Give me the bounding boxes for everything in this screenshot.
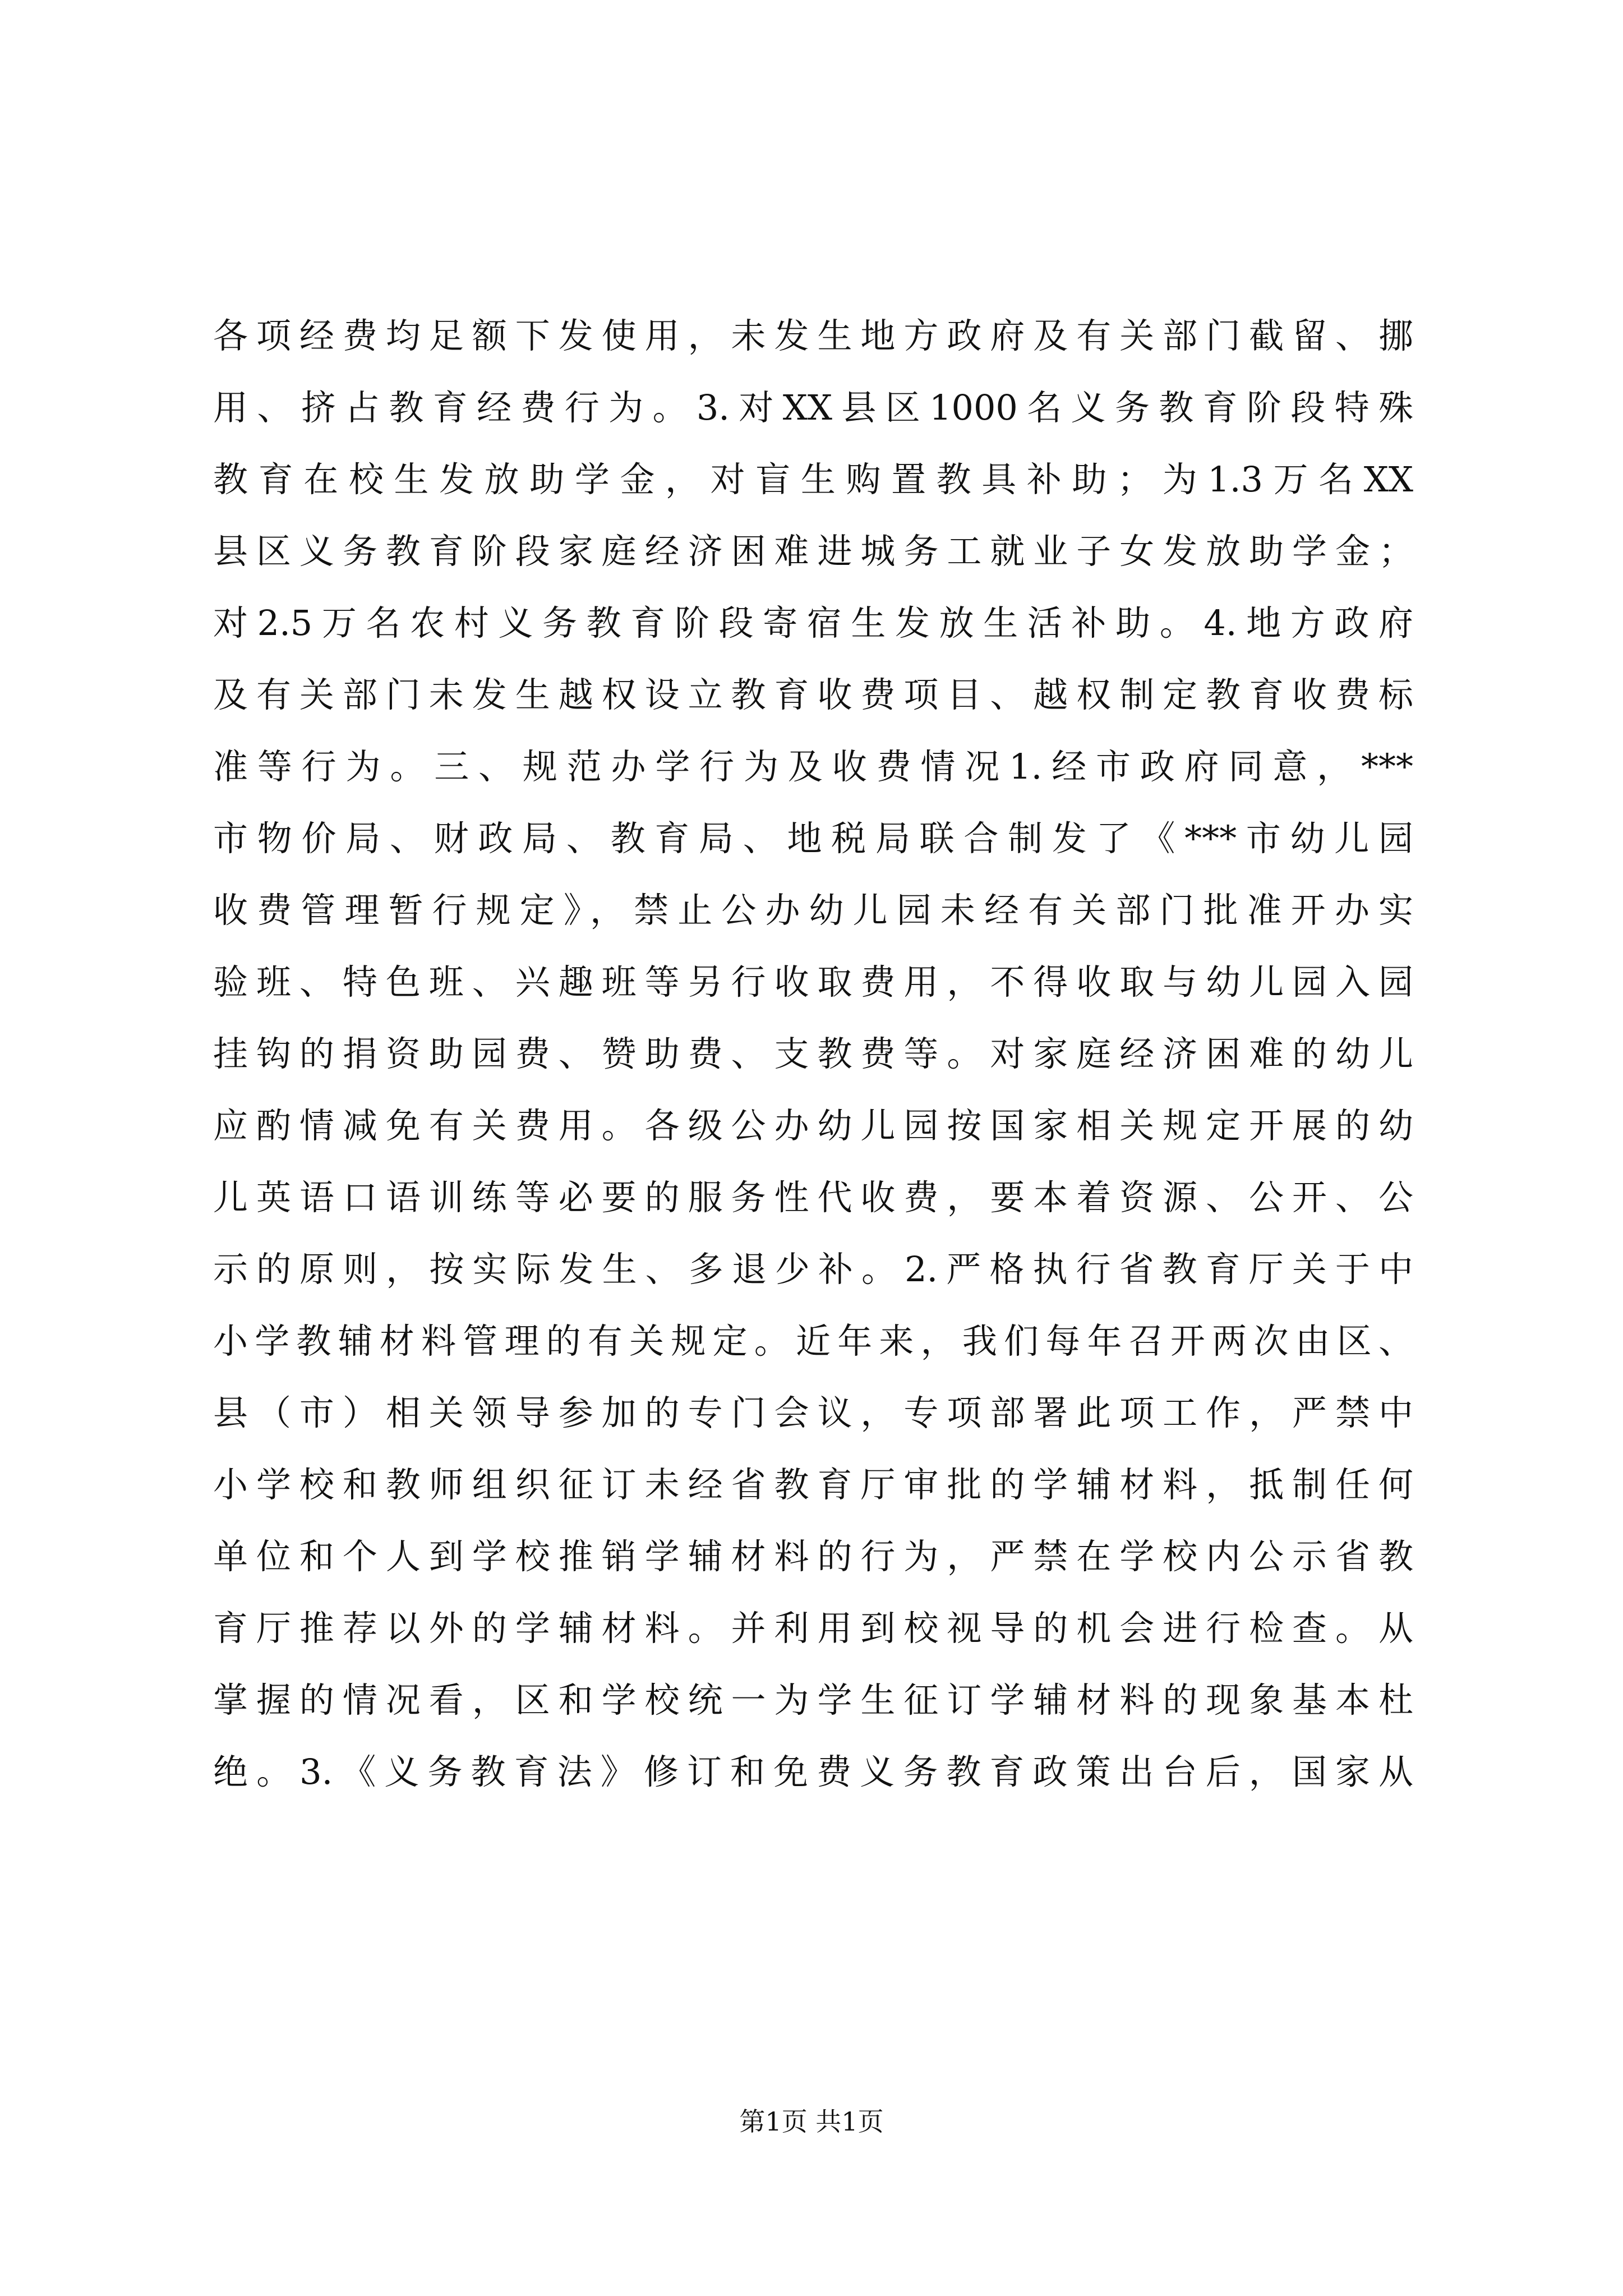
text-line: 验班、特色班、兴趣班等另行收取费用，不得收取与幼儿园入园 <box>213 961 1413 1002</box>
text-line: 县区义务教育阶段家庭经济困难进城务工就业子女发放助学金； <box>213 531 1413 572</box>
text-line: 绝。3.《义务教育法》修订和免费义务教育政策出台后，国家从 <box>213 1751 1413 1792</box>
text-line: 应酌情减免有关费用。各级公办幼儿园按国家相关规定开展的幼 <box>213 1105 1413 1146</box>
page-footer: 第1页 共1页 <box>739 2106 884 2137</box>
text-line: 小学校和教师组织征订未经省教育厅审批的学辅材料，抵制任何 <box>213 1464 1413 1505</box>
text-line: 及有关部门未发生越权设立教育收费项目、越权制定教育收费标 <box>213 674 1413 715</box>
text-line: 儿英语口语训练等必要的服务性代收费，要本着资源、公开、公 <box>213 1177 1413 1218</box>
text-line: 各项经费均足额下发使用，未发生地方政府及有关部门截留、挪 <box>213 315 1413 356</box>
text-line: 示的原则，按实际发生、多退少补。2.严格执行省教育厅关于中 <box>213 1249 1413 1290</box>
text-line: 市物价局、财政局、教育局、地税局联合制发了《***市幼儿园 <box>213 818 1413 859</box>
text-line: 育厅推荐以外的学辅材料。并利用到校视导的机会进行检查。从 <box>213 1608 1413 1649</box>
text-line: 用、挤占教育经费行为。3.对XX县区1000名义务教育阶段特殊 <box>213 387 1413 428</box>
text-line: 教育在校生发放助学金，对盲生购置教具补助；为1.3万名XX <box>213 459 1413 500</box>
text-line: 小学教辅材料管理的有关规定。近年来，我们每年召开两次由区、 <box>213 1320 1413 1361</box>
text-line: 对2.5万名农村义务教育阶段寄宿生发放生活补助。4.地方政府 <box>213 602 1413 643</box>
text-line: 县（市）相关领导参加的专门会议，专项部署此项工作，严禁中 <box>213 1392 1413 1433</box>
text-line: 单位和个人到学校推销学辅材料的行为，严禁在学校内公示省教 <box>213 1536 1413 1577</box>
text-line: 准等行为。三、规范办学行为及收费情况1.经市政府同意，*** <box>213 746 1413 787</box>
text-line: 掌握的情况看，区和学校统一为学生征订学辅材料的现象基本杜 <box>213 1680 1413 1720</box>
text-line: 挂钩的捐资助园费、赞助费、支教费等。对家庭经济困难的幼儿 <box>213 1033 1413 1074</box>
text-line: 收费管理暂行规定》，禁止公办幼儿园未经有关部门批准开办实 <box>213 890 1413 931</box>
body-text <box>213 300 1413 1808</box>
